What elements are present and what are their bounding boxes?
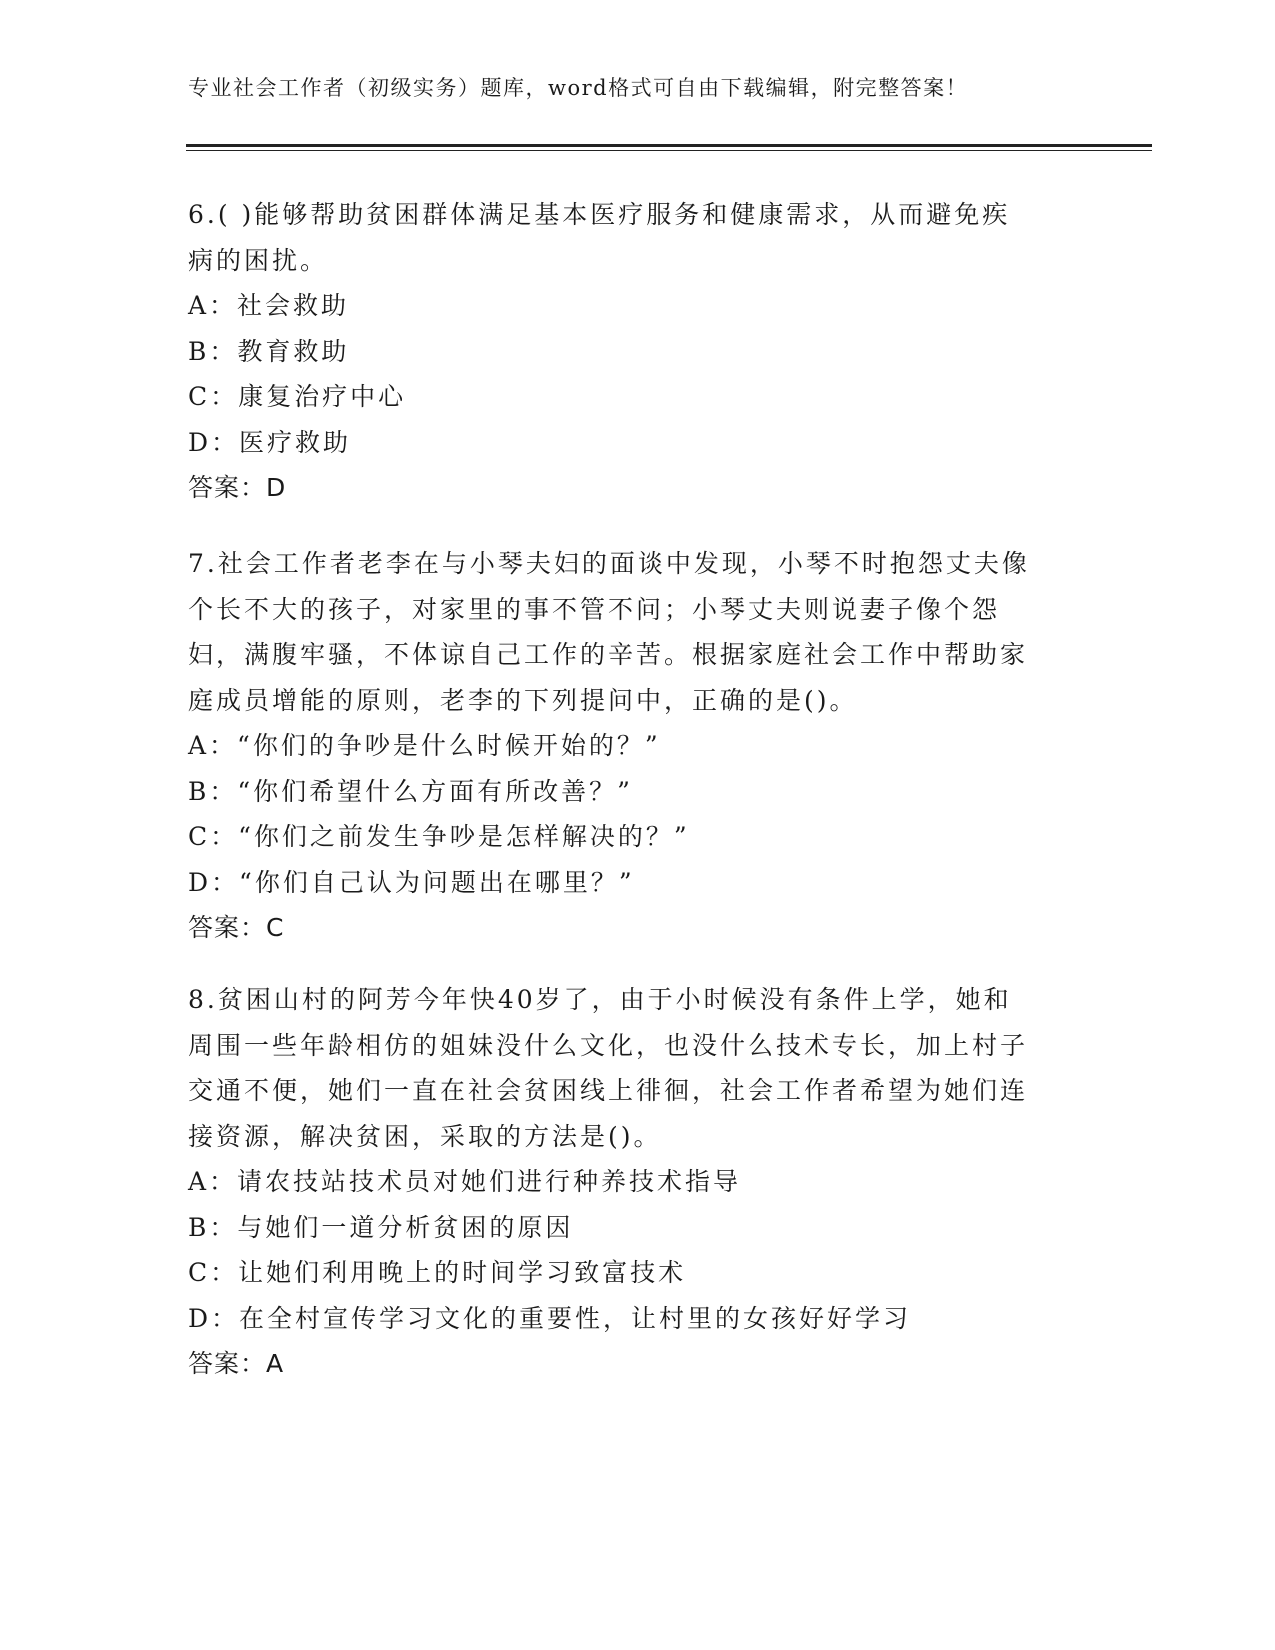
question-stem: 7.社会工作者老李在与小琴夫妇的面谈中发现，小琴不时抱怨丈夫像个长不大的孩子，对家里的事不管不问；小琴丈夫则说妻子像个怨妇，满腹牢骚，不体谅自己工作的辛苦。根据家庭社会工作中帮助家庭成员增能的原则，老李的下列提问中，正确的是()。: [188, 549, 1030, 715]
page-header: 专业社会工作者（初级实务）题库，word格式可自由下载编辑，附完整答案！: [188, 76, 969, 100]
option-a: A：请农技站技术员对她们进行种养技术指导: [188, 1167, 742, 1196]
option-c: C：让她们利用晚上的时间学习致富技术: [188, 1258, 687, 1287]
answer: 答案：C: [188, 913, 285, 942]
question-stem: 8.贫困山村的阿芳今年快40岁了，由于小时候没有条件上学，她和周围一些年龄相仿的姐妹没什么文化，也没什么技术专长，加上村子交通不便，她们一直在社会贫困线上徘徊，社会工作者希望为她们连接资源，解决贫困，采取的方法是()。: [188, 985, 1029, 1151]
option-b: B：与她们一道分析贫困的原因: [188, 1212, 574, 1242]
option-c: C：“你们之前发生争吵是怎样解决的？”: [188, 822, 690, 851]
option-b: B：教育救助: [188, 336, 350, 366]
header-divider: [186, 144, 1152, 151]
question-6: [188, 192, 1088, 511]
option-d: D：医疗救助: [188, 427, 352, 457]
answer: 答案：A: [188, 1349, 285, 1378]
question-8: [188, 977, 1088, 1387]
option-b: B：“你们希望什么方面有所改善？”: [188, 776, 633, 806]
option-a: A：“你们的争吵是什么时候开始的？”: [188, 731, 661, 760]
option-a: A：社会救助: [188, 291, 350, 320]
option-d: D：在全村宣传学习文化的重要性，让村里的女孩好好学习: [188, 1303, 912, 1333]
option-c: C：康复治疗中心: [188, 382, 407, 411]
question-stem: 6.( )能够帮助贫困群体满足基本医疗服务和健康需求，从而避免疾病的困扰。: [188, 200, 1011, 275]
answer: 答案：D: [188, 473, 287, 502]
question-7: [188, 541, 1088, 951]
option-d: D：“你们自己认为问题出在哪里？”: [188, 867, 635, 897]
